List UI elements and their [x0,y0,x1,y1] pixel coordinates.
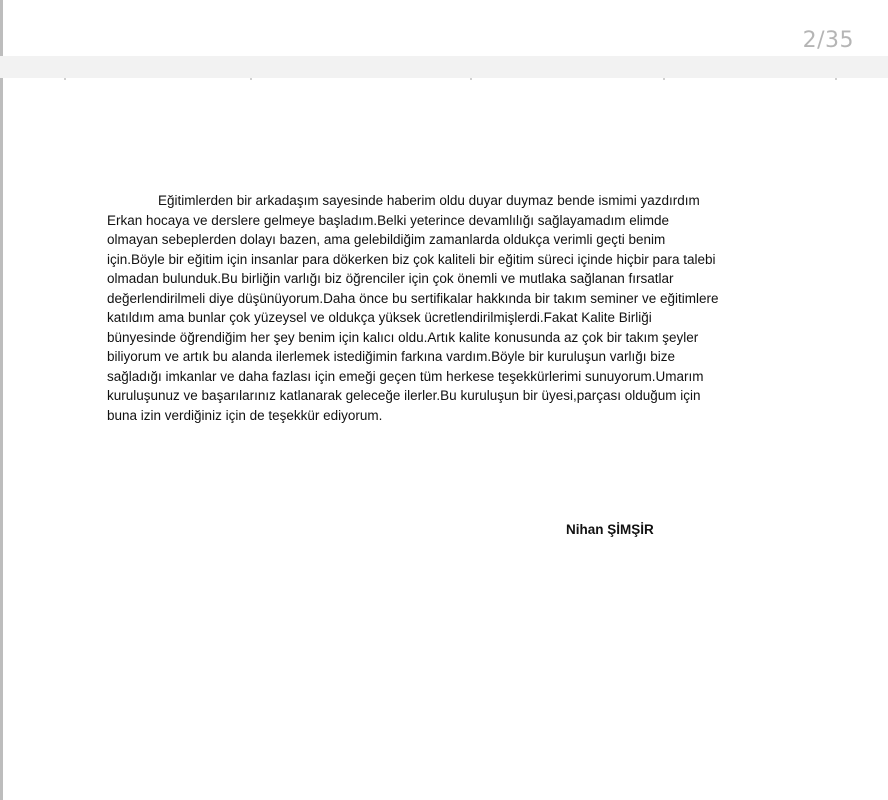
letter-line: katıldım ama bunlar çok yüzeysel ve oldukça yüksek ücretlendirilmişlerdi.Fakat Kalite Birliği [107,310,652,325]
scan-mark [470,78,472,80]
letter-line: değerlendirilmeli diye düşünüyorum.Daha önce bu sertifikalar hakkında bir takım seminer ve eğitimlere [107,290,719,306]
scan-mark [835,78,837,80]
page-left-edge [0,0,3,800]
letter-line: için.Böyle bir eğitim için insanlar para dökerken biz çok kaliteli bir eğitim süreci içinde hiçbir para talebi [107,251,716,267]
viewer-page-separator [0,56,888,78]
scan-mark [250,78,252,80]
letter-line: Erkan hocaya ve derslere gelmeye başladım.Belki yeterince devamlılığı sağlayamadım elimde [107,212,670,228]
letter-line: kuruluşunuz ve başarılarınız katlanarak geleceğe ilerler.Bu kuruluşun bir üyesi,parçası olduğum için [107,388,701,403]
letter-line: bünyesinde öğrendiğim her şey benim için kalıcı oldu.Artık kalite konusunda az çok bir takım şeyler [107,329,699,345]
letter-line: buna izin verdiğiniz için de teşekkür ediyorum. [107,407,383,423]
letter-line: sağladığı imkanlar ve daha fazlası için emeği geçen tüm herkese teşekkürlerimi sunuyorum.Umarım [107,368,704,384]
signature-name: Nihan ŞİMŞİR [566,522,654,537]
letter-line: biliyorum ve artık bu alanda ilerlemek istediğimin farkına vardım.Böyle bir kuruluşun varlığı bize [107,349,675,364]
page-counter: 2/35 [802,28,854,53]
scan-mark [64,78,66,80]
letter-line: Eğitimlerden bir arkadaşım sayesinde haberim oldu duyar duymaz bende ismimi yazdırdım [158,193,700,208]
letter-line: olmadan bulunduk.Bu birliğin varlığı biz öğrenciler için çok önemli ve mutlaka sağlanan fırsatlar [107,271,674,286]
letter-line: olmayan sebeplerden dolayı bazen, ama gelebildiğim zamanlarda oldukça verimli geçti benim [107,232,666,247]
letter-body [107,191,797,425]
scan-mark [663,78,665,80]
